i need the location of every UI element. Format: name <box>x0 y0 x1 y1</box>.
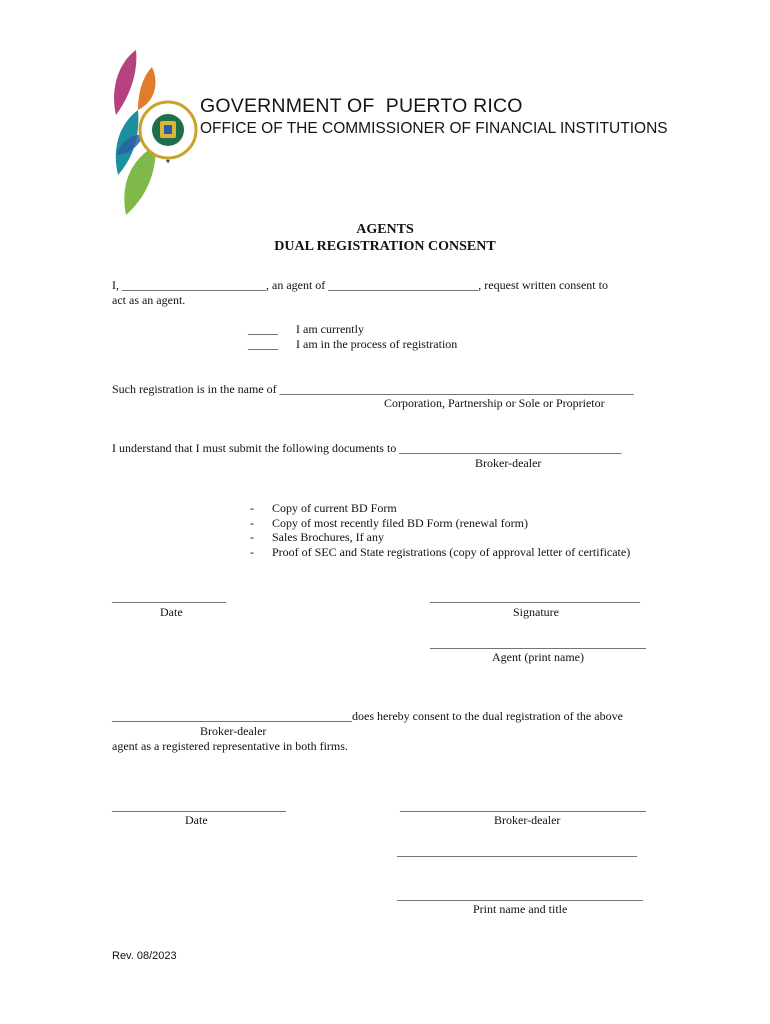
registration-caption: Corporation, Partnership or Sole or Proprietor <box>384 396 605 410</box>
list-item: Copy of most recently filed BD Form (renewal form) <box>272 516 528 530</box>
list-item: Proof of SEC and State registrations (copy of approval letter of certificate) <box>272 545 631 559</box>
list-item: Copy of current BD Form <box>272 501 397 515</box>
logo-leaf-magenta <box>114 50 136 115</box>
title-dual-registration: DUAL REGISTRATION CONSENT <box>274 239 496 254</box>
documents-caption: Broker-dealer <box>475 456 542 470</box>
list-bullet: - <box>250 530 254 544</box>
logo-leaf-orange <box>138 67 155 110</box>
revision-date: Rev. 08/2023 <box>112 950 177 962</box>
consent-caption: Broker-dealer <box>200 724 267 738</box>
option-currently-blank[interactable]: _____ <box>248 322 278 336</box>
intro-line-1[interactable]: I, ________________________, an agent of _________________________, request written consent to <box>112 278 608 292</box>
registration-name-line[interactable]: Such registration is in the name of ___________________________________________________________ <box>112 382 634 396</box>
option-process-blank[interactable]: _____ <box>248 337 278 351</box>
agent-name-line[interactable]: ____________________________________ <box>430 636 646 650</box>
list-bullet: - <box>250 516 254 530</box>
list-bullet: - <box>250 501 254 515</box>
agent-signature-label: Signature <box>513 605 559 619</box>
list-bullet: - <box>250 545 254 559</box>
option-process-label: I am in the process of registration <box>296 337 458 351</box>
svg-text:★: ★ <box>165 159 171 165</box>
bd-date-label: Date <box>185 813 208 827</box>
bd-print-label: Print name and title <box>473 902 568 916</box>
bd-signature-label: Broker-dealer <box>494 813 561 827</box>
bd-print-line[interactable]: _________________________________________ <box>397 888 643 902</box>
agent-date-label: Date <box>160 605 183 619</box>
list-item: Sales Brochures, If any <box>272 530 384 544</box>
consent-line[interactable]: ________________________________________does hereby consent to the dual registration of the above <box>112 709 623 723</box>
government-logo <box>108 45 208 220</box>
bd-date-line[interactable]: _____________________________ <box>112 799 286 813</box>
header-government: GOVERNMENT OF PUERTO RICO <box>200 95 523 117</box>
bd-signature-line[interactable]: _________________________________________ <box>400 799 646 813</box>
header-office: OFFICE OF THE COMMISSIONER OF FINANCIAL INSTITUTIONS <box>200 120 668 137</box>
agent-name-label: Agent (print name) <box>492 650 584 664</box>
consent-line-2: agent as a registered representative in both firms. <box>112 739 348 753</box>
option-currently-label: I am currently <box>296 322 364 336</box>
agent-date-line[interactable]: ___________________ <box>112 590 226 604</box>
title-agents: AGENTS <box>356 222 414 237</box>
agent-signature-line[interactable]: ___________________________________ <box>430 590 640 604</box>
documents-line[interactable]: I understand that I must submit the following documents to _____________________________________ <box>112 441 622 455</box>
intro-line-2: act as an agent. <box>112 293 186 307</box>
bd-extra-line[interactable]: ________________________________________ <box>397 844 637 858</box>
